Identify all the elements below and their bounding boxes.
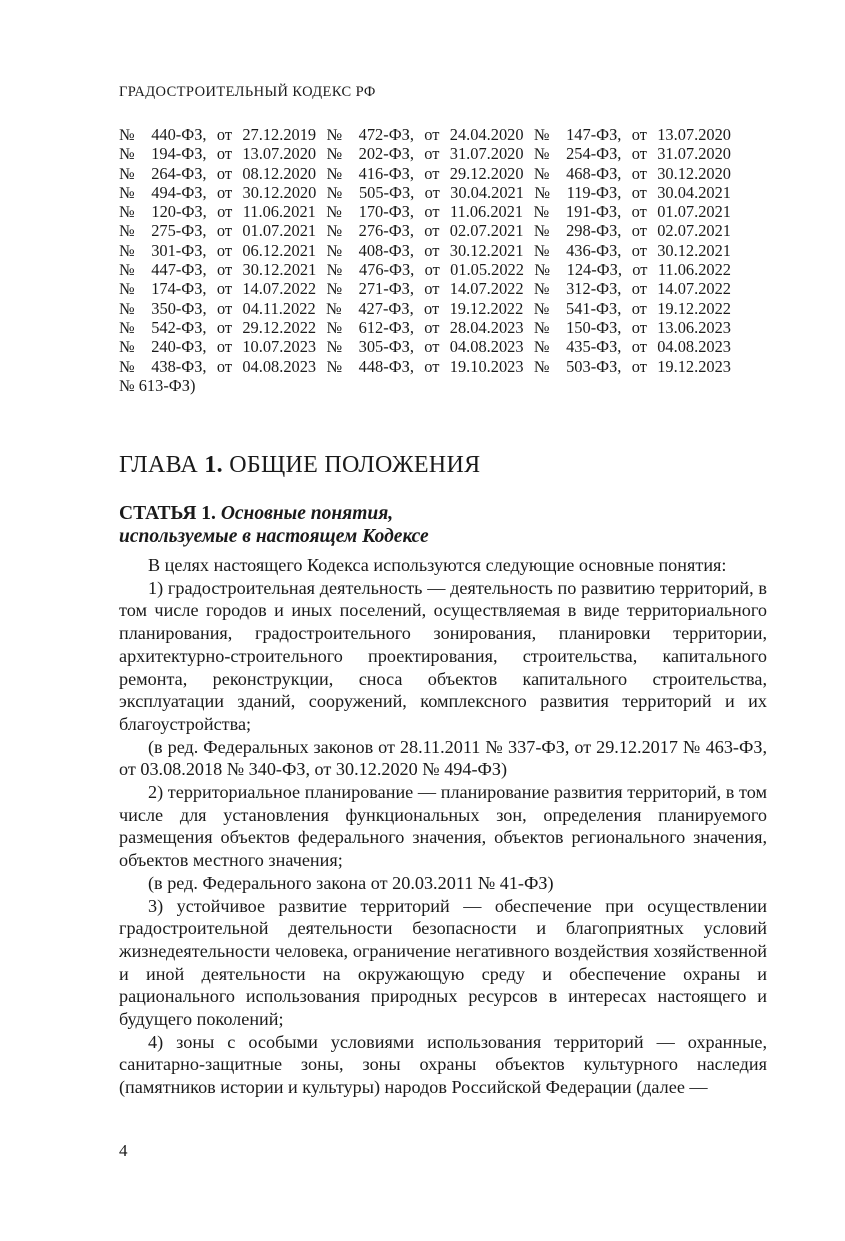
- article-title: Основные понятия,: [220, 503, 394, 524]
- body-paragraph: В целях настоящего Кодекса используются следующие основные понятия:: [148, 555, 727, 575]
- amendment-line: № 301-ФЗ, от 06.12.2021 № 408-ФЗ, от 30.12.2021 № 436-ФЗ, от 30.12.2021: [119, 240, 731, 260]
- amendment-line: № 447-ФЗ, от 30.12.2021 № 476-ФЗ, от 01.05.2022 № 124-ФЗ, от 11.06.2022: [119, 260, 731, 280]
- chapter-heading: [119, 452, 480, 479]
- body-paragraph: 2) территориальное планирование — планирование развития территорий, в том числе для установления функциональных зон, определения планируемого размещения объектов федерального значения, объектов регионального значения, объектов местного значения;: [119, 782, 767, 871]
- chapter-prefix: ГЛАВА: [119, 452, 199, 478]
- amendments-list: [119, 125, 731, 395]
- amendment-line: № 275-ФЗ, от 01.07.2021 № 276-ФЗ, от 02.07.2021 № 298-ФЗ, от 02.07.2021: [119, 221, 731, 241]
- body-paragraph: 4) зоны с особыми условиями использования территорий — охранные, санитарно-защитные зоны, зоны охраны объектов культурного наследия (памятников истории и культуры) народов Российской Федерации (далее —: [119, 1031, 767, 1098]
- chapter-title: ОБЩИЕ ПОЛОЖЕНИЯ: [229, 452, 481, 478]
- amendment-line: № 438-ФЗ, от 04.08.2023 № 448-ФЗ, от 19.10.2023 № 503-ФЗ, от 19.12.2023: [119, 356, 731, 376]
- amendment-line: № 613-ФЗ): [119, 375, 196, 395]
- article-title-continued: используемые в настоящем Кодексе: [119, 526, 429, 547]
- amendment-line: № 350-ФЗ, от 04.11.2022 № 427-ФЗ, от 19.12.2022 № 541-ФЗ, от 19.12.2022: [119, 298, 731, 318]
- body-paragraph: (в ред. Федеральных законов от 28.11.2011 № 337-ФЗ, от 29.12.2017 № 463-ФЗ, от 03.08.2018 № 340-ФЗ, от 30.12.2020 № 494-ФЗ): [119, 736, 767, 780]
- article-body: [119, 554, 767, 1099]
- amendment-line: № 440-ФЗ, от 27.12.2019 № 472-ФЗ, от 24.04.2020 № 147-ФЗ, от 13.07.2020: [119, 125, 731, 144]
- amendment-line: № 174-ФЗ, от 14.07.2022 № 271-ФЗ, от 14.07.2022 № 312-ФЗ, от 14.07.2022: [119, 279, 731, 299]
- amendment-line: № 542-ФЗ, от 29.12.2022 № 612-ФЗ, от 28.04.2023 № 150-ФЗ, от 13.06.2023: [119, 317, 731, 337]
- running-title: ГРАДОСТРОИТЕЛЬНЫЙ КОДЕКС РФ: [119, 84, 376, 100]
- body-paragraph: 3) устойчивое развитие территорий — обеспечение при осуществлении градостроительной деятельности безопасности и благоприятных условий жизнедеятельности человека, ограничение негативного воздействия хозяйственной и иной деятельности на окружающую среду и обеспечение охраны и рационального использования природных ресурсов в интересах настоящего и будущего поколений;: [119, 895, 767, 1030]
- amendment-line: № 194-ФЗ, от 13.07.2020 № 202-ФЗ, от 31.07.2020 № 254-ФЗ, от 31.07.2020: [119, 144, 731, 164]
- amendment-line: № 264-ФЗ, от 08.12.2020 № 416-ФЗ, от 29.12.2020 № 468-ФЗ, от 30.12.2020: [119, 163, 731, 183]
- article-label: СТАТЬЯ 1.: [119, 503, 216, 524]
- amendment-line: № 120-ФЗ, от 11.06.2021 № 170-ФЗ, от 11.06.2021 № 191-ФЗ, от 01.07.2021: [119, 202, 731, 222]
- chapter-number: 1.: [204, 452, 223, 478]
- page-number: 4: [119, 1141, 128, 1160]
- body-paragraph: (в ред. Федерального закона от 20.03.2011 № 41-ФЗ): [148, 872, 554, 893]
- article-heading: [119, 502, 429, 548]
- body-paragraph: 1) градостроительная деятельность — деятельность по развитию территорий, в том числе городов и иных поселений, осуществляемая в виде территориального планирования, градостроительного зонирования, планировки территории, архитектурно-строительного проектирования, строительства, капитального ремонта, реконструкции, сноса объектов капитального строительства, эксплуатации зданий, сооружений, комплексного развития территорий и их благоустройства;: [119, 577, 767, 734]
- amendment-line: № 240-ФЗ, от 10.07.2023 № 305-ФЗ, от 04.08.2023 № 435-ФЗ, от 04.08.2023: [119, 337, 731, 357]
- amendment-line: № 494-ФЗ, от 30.12.2020 № 505-ФЗ, от 30.04.2021 № 119-ФЗ, от 30.04.2021: [119, 182, 731, 202]
